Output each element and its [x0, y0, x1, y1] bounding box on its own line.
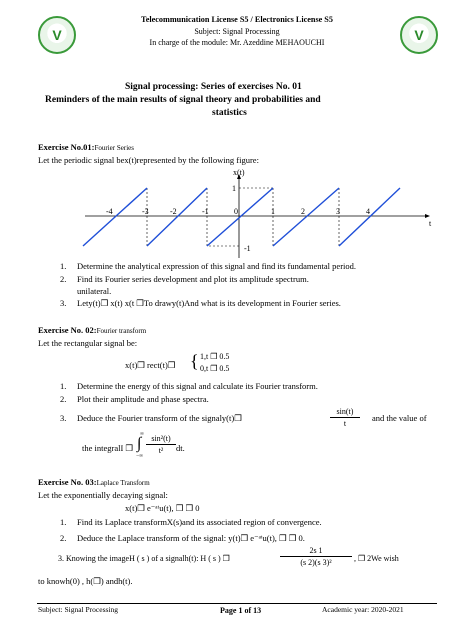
x-tick-label: -4: [106, 207, 113, 216]
x-tick-label: 3: [336, 207, 340, 216]
ex1-intro: Let the periodic signal bex(t)represented by the following figure:: [38, 155, 259, 165]
ex2-integral-upper: ∞: [140, 431, 144, 437]
title-line-3: statistics: [212, 108, 247, 118]
logo-mark-icon: V: [52, 27, 62, 43]
header-instructor: In charge of the module: Mr. Azeddine MEHAOUCHI: [149, 38, 325, 47]
ramp-segment: [339, 188, 400, 246]
ex2-eq-brace: {: [190, 351, 199, 371]
ex2-value-text: and the value of: [372, 413, 427, 423]
ex3-item-text: Deduce the Laplace transform of the signal: y(t)❒ e⁻ᵃᵗu(t), ❒ ❒ 0.: [77, 533, 305, 543]
ex2-int-denominator: t²: [158, 446, 164, 455]
ex1-title-sub: Fourier Series: [94, 144, 134, 152]
x-tick-label: -3: [142, 207, 149, 216]
ex3-equation: x(t)❒ e⁻ᵃᵗu(t), ❒ ❒ 0: [125, 503, 200, 513]
ex1-item-text: Determine the analytical expression of this signal and find its fundamental period.: [77, 261, 357, 271]
x-tick-label: 2: [301, 207, 305, 216]
x-tick-label: 0: [234, 207, 238, 216]
ramp-segment: [147, 188, 207, 246]
x-axis-label: t: [429, 219, 432, 228]
ex3-item-text: Find its Laplace transformX(s)and its associated region of convergence.: [77, 517, 322, 527]
sawtooth-figure: [0, 166, 474, 266]
fraction-bar: [330, 417, 360, 418]
title-line-2: Reminders of the main results of signal theory and probabilities and: [45, 95, 321, 105]
y-axis-label: x(t): [233, 168, 245, 177]
ex2-item-number: 2.: [60, 394, 67, 404]
x-tick-label: 1: [271, 207, 275, 216]
ex3-item3-post: , ❒ 2We wish: [354, 554, 399, 563]
ex2-frac-denominator: t: [343, 419, 347, 428]
ex3-title-main: Exercise No. 03:: [38, 477, 97, 487]
ex3-item3-line2: to knowh(0) , h(❒) andh(t).: [38, 576, 133, 586]
ex2-title: [38, 325, 146, 335]
ex2-integral-post: dt.: [176, 443, 185, 453]
ex2-item-text: Plot their amplitude and phase spectra.: [77, 394, 209, 404]
ex3-title: [38, 477, 150, 487]
x-tick-label: -2: [170, 207, 177, 216]
ex2-integral-fraction: [146, 434, 176, 455]
ex3-item3-text: 3. Knowing the imageH ( s ) of a signalh(t): H ( s ) ❒: [58, 554, 230, 563]
ramp-segment: [83, 188, 147, 246]
ex2-intro: Let the rectangular signal be:: [38, 338, 138, 348]
footer-academic-year: Academic year: 2020-2021: [322, 605, 404, 614]
ex2-frac-numerator: sin(t): [336, 407, 354, 416]
ex3-title-sub: Laplace Transform: [96, 479, 150, 487]
ex3-item-number: 1.: [60, 517, 67, 527]
logo-mark-icon: V: [414, 27, 424, 43]
fraction-bar: [280, 556, 352, 557]
x-tick-label: 4: [366, 207, 370, 216]
ex3-item3-fraction: [280, 546, 352, 567]
ex1-title-main: Exercise No.01:: [38, 142, 95, 152]
y-tick-label: 1: [232, 184, 236, 193]
ex2-title-sub: Fourier transform: [96, 327, 147, 335]
ex2-item-number: 1.: [60, 381, 67, 391]
ex2-item-text: Deduce the Fourier transform of the signaly(t)❒: [77, 413, 242, 423]
ex1-item-number: 1.: [60, 261, 67, 271]
x-axis-arrow: [425, 214, 430, 218]
y-tick-label: -1: [244, 244, 251, 253]
header-license: Telecommunication License S5 / Electronics License S5: [141, 15, 333, 24]
ex2-item-number: 3.: [60, 413, 67, 423]
ex1-item-text: Lety(t)❒ x(t) x(t ❒To drawy(t)And what is its development in Fourier series.: [77, 298, 341, 308]
ex3-intro: Let the exponentially decaying signal:: [38, 490, 168, 500]
footer-subject: Subject: Signal Processing: [38, 605, 118, 614]
ex2-integral-pre: the integralI ❒: [82, 443, 134, 453]
ex1-item-number: 3.: [60, 298, 67, 308]
ex1-item-number: 2.: [60, 274, 67, 284]
ex1-item-text: Find its Fourier series development and plot its amplitude spectrum.: [77, 274, 309, 284]
ex1-title: [38, 142, 134, 152]
ex2-integral-lower: −∞: [136, 453, 144, 459]
footer-page-number: Page 1 of 13: [220, 606, 262, 615]
ex3-item3-denominator: (s 2)(s 3)²: [300, 558, 332, 567]
ex1-item-text: unilateral.: [77, 286, 112, 296]
ex2-eq-case-2: 0,t ❒ 0.5: [200, 364, 230, 373]
ex3-item3-numerator: 2s 1: [309, 546, 323, 555]
integral-sign-icon: ∫: [137, 435, 142, 452]
footer-rule: [37, 603, 437, 604]
header-subject: Subject: Signal Processing: [194, 27, 280, 36]
ex2-eq-left: x(t)❒ rect(t)❒: [125, 360, 176, 370]
fraction-bar: [146, 444, 176, 445]
ex2-item-text: Determine the energy of this signal and calculate its Fourier transform.: [77, 381, 318, 391]
ex2-title-main: Exercise No. 02:: [38, 325, 97, 335]
ex2-int-numerator: sin²(t): [151, 434, 171, 443]
title-line-1: Signal processing: Series of exercises No. 01: [125, 82, 302, 92]
ramp-segment: [207, 188, 273, 246]
ex2-fraction: [330, 407, 360, 428]
ex2-eq-case-1: 1,t ❒ 0.5: [200, 352, 230, 361]
x-tick-label: -1: [202, 207, 209, 216]
ex3-item-number: 2.: [60, 533, 67, 543]
ramp-segment: [273, 188, 339, 246]
